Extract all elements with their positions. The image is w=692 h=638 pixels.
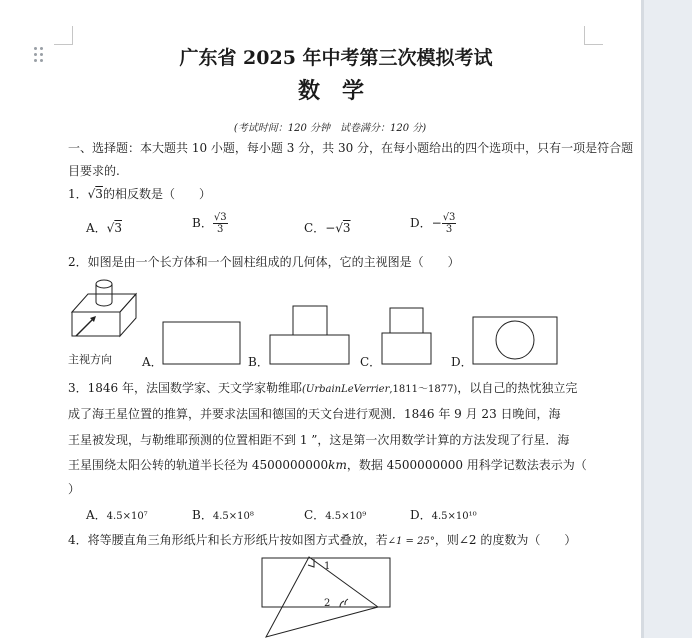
q1-option-c[interactable]: C．−√3: [304, 221, 351, 235]
view-direction-label: 主视方向: [68, 353, 112, 366]
question-3-line1: 3．1846 年，法国数学家、天文学家勒维耶(UrbainLeVerrier,1811～1877)，以自己的热忱独立完: [68, 381, 578, 395]
q3-option-a[interactable]: A．4.5×10⁷: [86, 508, 148, 522]
section-instructions-line2: 目要求的.: [68, 164, 120, 178]
solid-figure-diagram: [68, 272, 142, 344]
q2-option-c-figure: [381, 307, 433, 365]
exam-info: (考试时间：120 分钟 试卷满分：120 分): [233, 123, 427, 134]
q1-option-a[interactable]: A．√3: [86, 221, 122, 235]
angle-1-label: 1: [324, 561, 331, 572]
triangle-rectangle-diagram: [258, 555, 394, 638]
question-3-line3: 王星被发现，与勒维耶预测的位置相距不到 1 ”，这是第一次用数学计算的方法发现了行星．海: [68, 433, 570, 447]
question-number: 1．: [68, 187, 88, 201]
section-instructions-line1: 一、选择题：本大题共 10 小题，每小题 3 分，共 30 分，在每小题给出的四个选项中，只有一项是符合题: [68, 141, 634, 155]
subject-heading: 数学: [297, 78, 386, 104]
fraction: $\frac{√3}{3}$: [213, 212, 227, 235]
q2-option-a-figure: [162, 321, 242, 365]
q2-option-c[interactable]: C．: [360, 355, 382, 369]
question-3-line5: ）: [68, 482, 81, 496]
q1-option-b[interactable]: B． $\frac{√3}{3}$: [192, 212, 227, 235]
q2-option-d-figure: [472, 316, 559, 366]
radicand: 3: [95, 187, 103, 201]
radical-sign: √: [87, 187, 96, 201]
q3-option-c[interactable]: C．4.5×10⁹: [304, 508, 367, 522]
question-2-stem: 2．如图是由一个长方体和一个圆柱组成的几何体，它的主视图是（ ）: [68, 255, 460, 269]
q2-option-b-figure: [269, 305, 351, 365]
question-1-text: 的相反数是（ ）: [102, 187, 211, 201]
question-1-stem: [68, 185, 211, 202]
question-4-stem: 4．将等腰直角三角形纸片和长方形纸片按如图方式叠放，若∠1 = 25°，则∠2 的度数为（ ）: [68, 533, 577, 547]
q3-option-b[interactable]: B．4.5×10⁸: [192, 508, 254, 522]
q2-option-b[interactable]: B．: [248, 355, 269, 369]
angle-2-label: 2: [324, 598, 331, 609]
exam-title: 广东省 2025 年中考第三次模拟考试: [179, 47, 493, 69]
question-3-line4: 王星围绕太阳公转的轨道半长径为 4500000000km，数据 4500000000 用科学记数法表示为（: [68, 458, 587, 472]
fraction: $\frac{√3}{3}$: [442, 212, 456, 235]
q1-option-d[interactable]: D．− $\frac{√3}{3}$: [410, 212, 456, 235]
q2-option-a[interactable]: A．: [142, 355, 163, 369]
q3-option-d[interactable]: D．4.5×10¹⁰: [410, 508, 477, 522]
q2-option-d[interactable]: D．: [451, 355, 473, 369]
question-3-line2: 成了海王星位置的推算，并要求法国和德国的天文台进行观测．1846 年 9 月 23 日晚间，海: [68, 407, 561, 421]
